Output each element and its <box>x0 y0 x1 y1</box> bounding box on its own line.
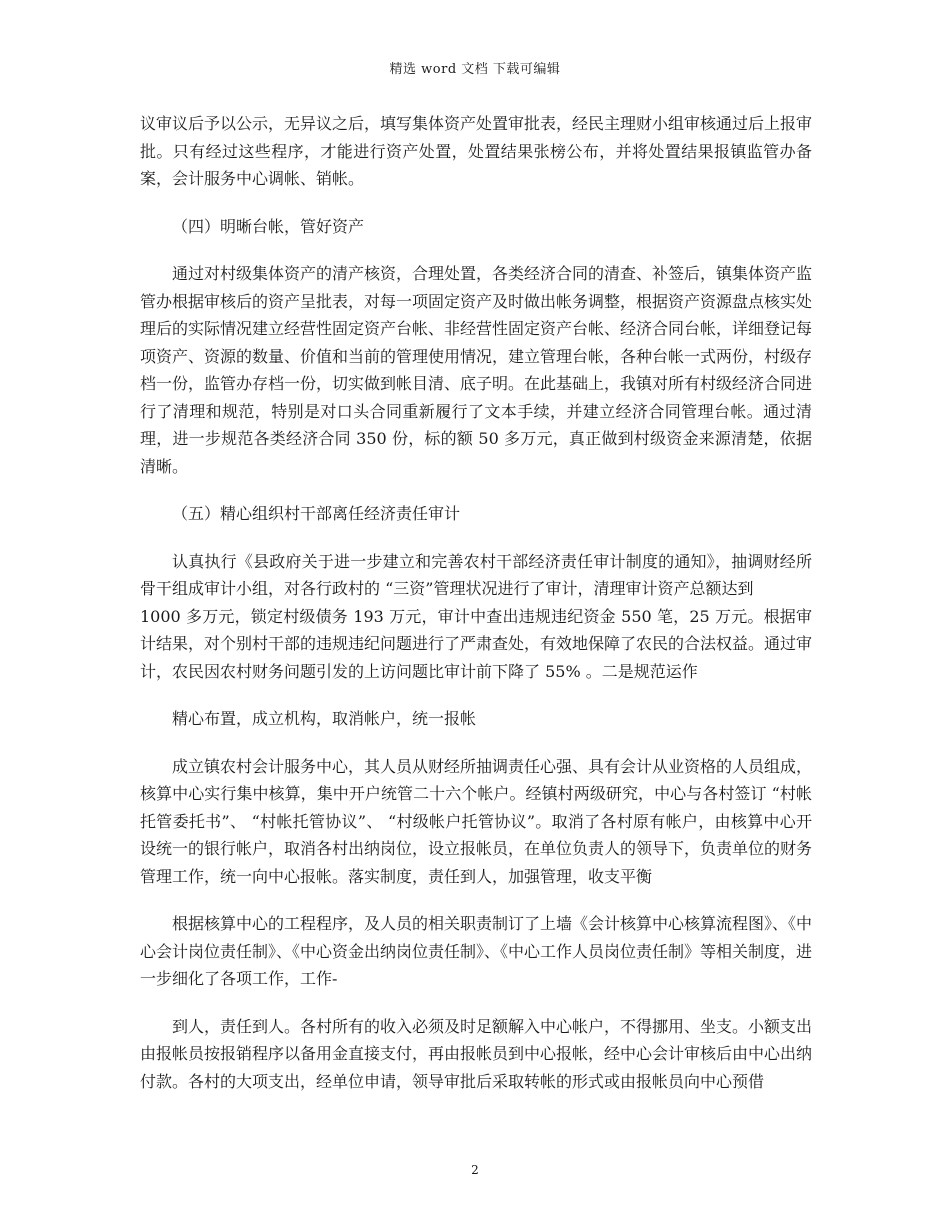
paragraph: 1000 多万元，锁定村级债务 193 万元，审计中查出违规违纪资金 550 笔，25 万元。根据审计结果，对个别村干部的违规违纪问题进行了严肃查处，有效地保障了农民的合法权益。通过审计，农民因农村财务问题引发的上访问题比审计前下降了 55% 。二是规范运作 <box>140 606 813 681</box>
document-body <box>140 110 812 1095</box>
paragraph: 根据核算中心的工程程序，及人员的相关职责制订了上墙《会计核算中心核算流程图》、《中心会计岗位责任制》、《中心资金出纳岗位责任制》、《中心工作人员岗位责任制》等相关制度，进一步细化了各项工作，工作- <box>140 914 813 988</box>
section-heading: 精心布置，成立机构，取消帐户，统一报帐 <box>172 709 477 728</box>
section-heading: （五）精心组织村干部离任经济责任审计 <box>172 504 461 523</box>
paragraph: 认真执行《县政府关于进一步建立和完善农村干部经济责任审计制度的通知》，抽调财经所骨干组成审计小组，对各行政村的 “三资”管理状况进行了审计，清理审计资产总额达到 <box>140 551 812 598</box>
page-number: 2 <box>471 1163 479 1177</box>
page-header: 精选 word 文档 下载可编辑 <box>389 62 561 77</box>
paragraph: 议审议后予以公示，无异议之后，填写集体资产处置审批表，经民主理财小组审核通过后上报审批。只有经过这些程序，才能进行资产处置，处置结果张榜公布，并将处置结果报镇监管办备案，会计服务中心调帐、销帐。 <box>140 114 813 188</box>
paragraph: 到人，责任到人。各村所有的收入必须及时足额解入中心帐户，不得挪用、坐支。小额支出由报帐员按报销程序以备用金直接支付，再由报帐员到中心报帐，经中心会计审核后由中心出纳付款。各村的大项支出，经单位申请，领导审批后采取转帐的形式或由报帐员向中心预借 <box>140 1016 813 1091</box>
section-heading: （四）明晰台帐，管好资产 <box>172 216 365 236</box>
paragraph: 成立镇农村会计服务中心，其人员从财经所抽调责任心强、具有会计从业资格的人员组成，核算中心实行集中核算，集中开户统管二十六个帐户。经镇村两级研究，中心与各村签订 “村帐托管委托书”、 “村帐托管协议”、 “村级帐户托管协议”。取消了各村原有帐户，由核算中心开设统一的银行帐户，取消各村出纳岗位，设立报帐员，在单位负责人的领导下，负责单位的财务管理工作，统一向中心报帐。落实制度，责任到人，加强管理，收支平衡 <box>140 756 813 886</box>
paragraph: 通过对村级集体资产的清产核资，合理处置，各类经济合同的清查、补签后，镇集体资产监管办根据审核后的资产呈批表，对每一项固定资产及时做出帐务调整，根据资产资源盘点核实处理后的实际情况建立经营性固定资产台帐、非经营性固定资产台帐、经济合同台帐，详细登记每项资产、资源的数量、价值和当前的管理使用情况，建立管理台帐，各种台帐一式两份，村级存档一份，监管办存档一份，切实做到帐目清、底子明。在此基础上，我镇对所有村级经济合同进行了清理和规范，特别是对口头合同重新履行了文本手续，并建立经济合同管理台帐。通过清理，进一步规范各类经济合同 350 份，标的额 50 多万元，真正做到村级资金来源清楚，依据清晰。 <box>140 264 813 476</box>
